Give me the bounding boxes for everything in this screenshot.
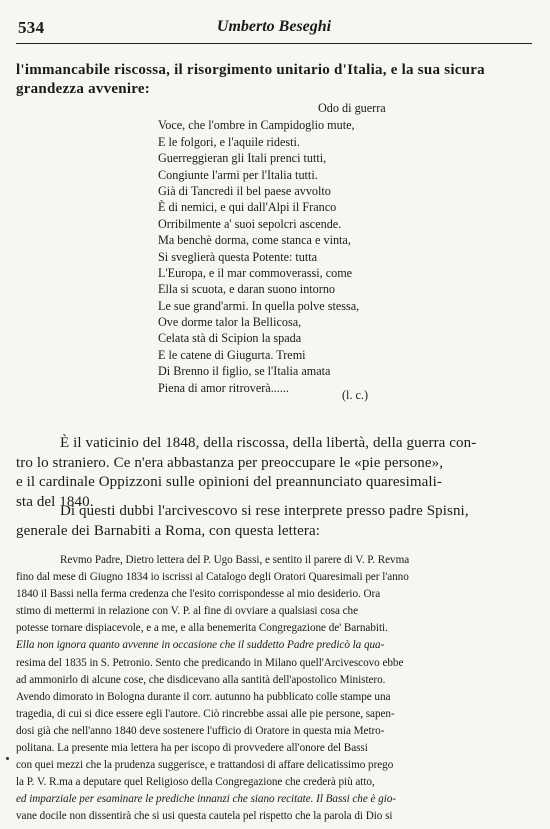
- letter-line: resima del 1835 in S. Petronio. Sento che predicando in Milano quell'Arcivescovo ebbe: [16, 656, 404, 669]
- letter-line: vane docile non dissentirà che si usi questa cautela pel rispetto che la parola di Dio si: [16, 810, 393, 823]
- verse-line: Congiunte l'armi per l'Italia tutti.: [158, 167, 318, 182]
- poem-title: Odo di guerra: [318, 101, 386, 115]
- letter-line: politana. La presente mia lettera ha per iscopo di provvedere all'onore del Bassi: [16, 742, 368, 755]
- text-line: e il cardinale Oppizzoni sulle opinioni del preannunciato quaresimali-: [16, 474, 443, 490]
- letter-line: ed imparziale per esaminare le prediche innanzi che siano recitate. Il Bassi che è gio-: [16, 793, 396, 806]
- verse-line: L'Europa, e il mar commoverassi, come: [158, 265, 353, 280]
- verse-line: Ella si scuota, e daran suono intorno: [158, 282, 336, 297]
- poem-citation: (l. c.): [342, 388, 369, 402]
- page-number: 534: [18, 18, 45, 37]
- text-line: tro lo straniero. Ce n'era abbastanza per preoccupare le «pie persone»,: [16, 454, 444, 471]
- verse-line: E le catene di Giugurta. Tremi: [158, 347, 306, 362]
- text-line: l'immancabile riscossa, il risorgimento unitario d'Italia, e la sua sicura: [16, 62, 485, 78]
- letter-line: fino dal mese di Giugno 1834 io iscrissi al Catalogo degli Oratori Quaresimali per l'anno: [16, 571, 409, 584]
- body-paragraph-2: [16, 502, 532, 541]
- running-head: Umberto Beseghi: [216, 18, 332, 35]
- letter-line: dosi già che nell'anno 1840 deve sostenere l'ufficio di Oratore in questa mia Metro-: [16, 724, 385, 737]
- verse-line: Ma benchè dorma, come stanca e vinta,: [158, 233, 351, 248]
- verse-line: Ove dorme talor la Bellicosa,: [158, 315, 302, 330]
- letter-line: tragedia, di cui si dice essere egli l'autore. Ciò rincrebbe assai alle pie persone, sapen-: [16, 707, 395, 720]
- letter-line: ad ammonirlo di alcune cose, che disdicevano alla santità dell'apostolico Ministero.: [16, 673, 386, 686]
- verse-line: Già di Tancredi il bel paese avvolto: [158, 183, 331, 198]
- letter-line: Ella non ignora quanto avvenne in occasione che il suddetto Padre predicò la qua-: [16, 639, 385, 652]
- page-header: [16, 18, 532, 40]
- body-paragraph-1: [16, 434, 532, 512]
- verse-line: Voce, che l'ombre in Campidoglio mute,: [158, 118, 355, 133]
- intro-paragraph: [16, 61, 526, 99]
- verse-line: Le sue grand'armi. In quella polve stessa,: [158, 298, 360, 313]
- poem-verse: [158, 117, 418, 396]
- letter-line: Revmo Padre, Dietro lettera del P. Ugo Bassi, e sentito il parere di V. P. Revma: [60, 554, 410, 566]
- verse-line: Di Brenno il figlio, se l'Italia amata: [158, 364, 331, 379]
- text-line: grandezza avvenire:: [16, 81, 151, 97]
- letter-line: potesse tornare dispiacevole, e a me, e alla benemerita Congregazione de' Barnabiti.: [16, 622, 388, 635]
- letter-line: stimo di mettermi in relazione con V. P. al fine di ovviare a qualsiasi cosa che: [16, 605, 358, 618]
- letter-line: 1840 il Bassi nella ferma credenza che l'esito corrispondesse al mio desiderio. Ora: [16, 588, 381, 601]
- text-line: generale dei Barnabiti a Roma, con questa lettera:: [16, 522, 321, 539]
- letter-line: la P. V. R.ma a deputare quel Religioso della Congregazione che crederà più atto,: [16, 776, 375, 789]
- text-line: È il vaticinio del 1848, della riscossa, della libertà, della guerra con-: [60, 435, 477, 451]
- verse-line: E le folgori, e l'aquile ridesti.: [158, 134, 300, 149]
- verse-line: È di nemici, e qui dall'Alpi il Franco: [158, 200, 337, 215]
- margin-mark: [6, 757, 9, 760]
- verse-line: Orribilmente a' suoi sepolcri ascende.: [158, 216, 342, 231]
- letter-line: Avendo dimorato in Bologna durante il corr. autunno ha pubblicato colle stampe una: [16, 690, 391, 703]
- verse-line: Guerreggieran gli Itali prenci tutti,: [158, 151, 327, 166]
- letter-line: con quei mezzi che la prudenza suggerisce, e trattandosi di affare delicatissimo prego: [16, 759, 394, 772]
- quoted-letter: [16, 552, 532, 826]
- header-rule: [16, 43, 532, 44]
- verse-line: Celata stà di Scipion la spada: [158, 331, 302, 346]
- verse-line: Si sveglierà questa Potente: tutta: [158, 249, 318, 264]
- text-line: Di questi dubbi l'arcivescovo si rese interprete presso padre Spisni,: [60, 503, 469, 519]
- text-line: sta del 1840.: [16, 493, 94, 510]
- verse-line: Piena di amor ritroverà......: [158, 380, 289, 395]
